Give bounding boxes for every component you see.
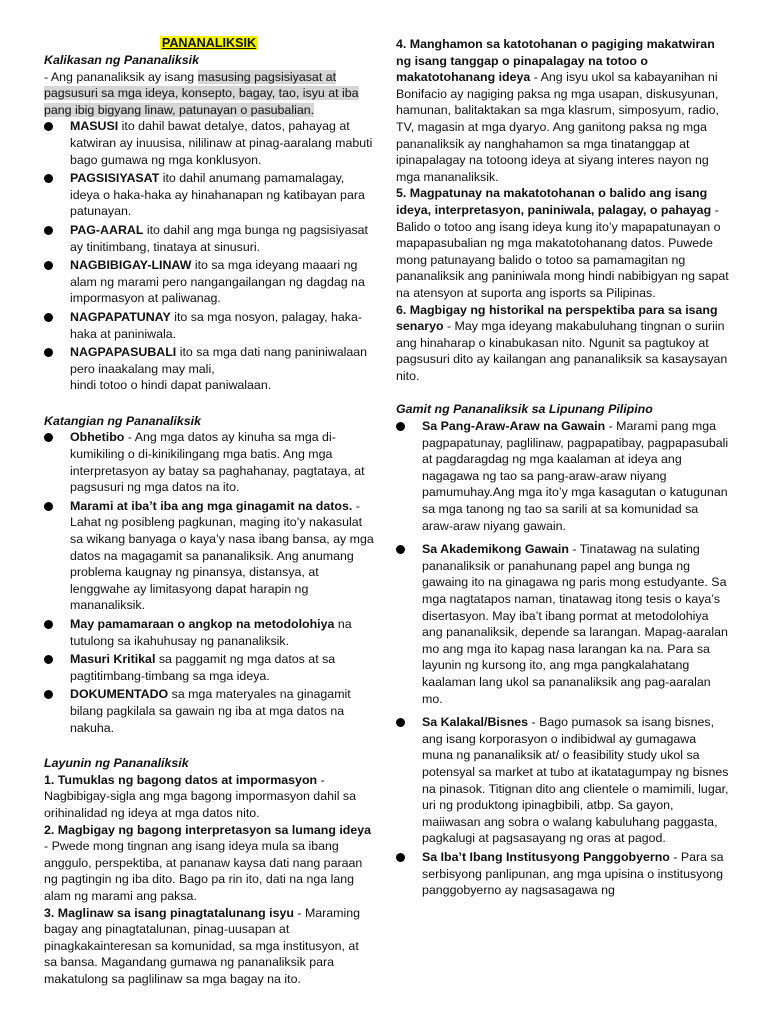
bullet-icon (396, 422, 405, 431)
bullet-icon (44, 620, 53, 629)
spacer (44, 738, 374, 755)
document-title: PANANALIKSIK (161, 36, 257, 50)
numbered-item: 1. Tumuklas ng bagong datos at impormasyon - Nagbibigay-sigla ang mga bagong impormasyon dahil sa orihinalidad ng ideya at mga datos nito. (44, 772, 357, 820)
bullet-icon (44, 313, 53, 322)
list-item: PAG-AARAL ito dahil ang mga bunga ng pagsisiyasat ay tinitimbang, tinataya at sinusuri. (44, 222, 374, 255)
katangian-heading: Katangian ng Pananaliksik (44, 413, 201, 428)
list-item: Masuri Kritikal sa paggamit ng mga datos at sa pagtitimbang-timbang sa mga ideya. (44, 651, 374, 684)
list-item: NAGPAPASUBALI ito sa mga dati nang paniniwalaan pero inaakalang may mali, hindi totoo o hindi dapat paniwalaan. (44, 344, 374, 394)
numbered-item: 6. Magbigay ng historikal na perspektiba para sa isang senaryo - May mga ideyang makabuluhang tingnan o suriin ang hinaharap o kinabukasan nito. Ngunit sa pagtukoy at pagsusuri dito ay kailangan ang pananaliksik sa kasaysayan nito. (396, 302, 728, 383)
list-item: Marami at iba’t iba ang mga ginagamit na datos. - Lahat ng posibleng pagkunan, maging ito’y nakasulat sa wikang banyaga o kaya’y nasa ibang bansa, ay mga datos na magagamit sa pananaliksik. Ang anumang problema kaugnay ng pinansya, distansya, at lenggwahe ay limitasyong dapat harapin ng mananaliksik. (44, 498, 374, 614)
list-item: MASUSI ito dahil bawat detalye, datos, pahayag at katwiran ay inuusisa, nililinaw at pinag-aaralang mabuti bago gumawa ng mga konklusyon. (44, 118, 374, 168)
kalikasan-heading: Kalikasan ng Pananaliksik (44, 53, 199, 67)
spacer (44, 396, 374, 413)
list-item: Sa Akademikong Gawain - Tinatawag na sulating pananaliksik or panahunang papel ang bunga ng gawaing ito na ginagawa ng paris mong estudyante. Sa mga nagtatapos naman, tinatawag itong tesis o kaya’s disertasyon. May iba’t ibang pormat at metodolohiya ang pananaliksik, depende sa larangan. Mapag-aaralan mo ang mga ito kapag nasa larangan ka na. Para sa layunin ng kursong ito, ang mga pangkalahatang kaalaman lang ukol sa pananaliksik ang pag-aaralan mo. (396, 541, 730, 707)
highlighted-definition: masusing pagsisiyasat at pagsusuri sa mga ideya, konsepto, bagay, tao, isyu at iba pang ibig bigyang linaw, patunayan o pasubalian. (44, 69, 359, 117)
bullet-icon (396, 718, 405, 727)
numbered-item: 3. Maglinaw sa isang pinagtatalunang isyu - Maraming bagay ang pinagtatalunan, pinag-uusapan at pinagkakainteresan sa komunidad, sa mga institusyon, at sa bansa. Magandang gumawa ng pananaliksik para makatulong sa paglilinaw sa mga bagay na ito. (44, 905, 361, 986)
left-column (44, 36, 374, 987)
list-item: NAGBIBIGAY-LINAW ito sa mga ideyang maaari ng alam ng marami pero nangangailangan ng dagdag na impormasyon at paliwanag. (44, 257, 374, 307)
kalikasan-intro (44, 69, 374, 119)
list-item: Obhetibo - Ang mga datos ay kinuha sa mga di-kumikiling o di-kinikilingang mga batis. Ang mga interpretasyon ay batay sa paghahanay, pagtataya, at pagsusuri ng mga datos na ito. (44, 429, 374, 495)
bullet-icon (44, 261, 53, 270)
gamit-heading: Gamit ng Pananaliksik sa Lipunang Pilipino (396, 402, 653, 417)
bullet-icon (44, 433, 53, 442)
list-item: Sa Iba’t Ibang Institusyong Panggobyerno - Para sa serbisyong panlipunan, ang mga upisina o institusyong panggobyerno ay nagsasagawa ng (396, 849, 730, 899)
kalikasan-list (44, 118, 374, 394)
bullet-icon (396, 853, 405, 862)
spacer (396, 384, 730, 401)
list-item: NAGPAPATUNAY ito sa mga nosyon, palagay, haka-haka at paniniwala. (44, 309, 374, 342)
bullet-icon (44, 122, 53, 131)
layunin-heading: Layunin ng Pananaliksik (44, 756, 189, 771)
list-item: DOKUMENTADO sa mga materyales na ginagamit bilang pagkilala sa gawain ng iba at mga datos na nakuha. (44, 686, 374, 736)
list-item: Sa Pang-Araw-Araw na Gawain - Marami pang mga pagpapatunay, paglilinaw, pagpapatibay, pagpapasubali at pagdaragdag ng mga kaalaman at ideya ang nagagawa ng tao sa pang-araw-araw niyang pamumuhay.Ang mga ito’y mga kasagutan o katugunan sa mga tanong ng tao sa sarili at sa komunidad sa araw-araw niyang gawain. (396, 418, 730, 534)
bullet-icon (44, 348, 53, 357)
gamit-list (396, 418, 730, 899)
katangian-list (44, 429, 374, 736)
bullet-icon (44, 655, 53, 664)
list-item: Sa Kalakal/Bisnes - Bago pumasok sa isang bisnes, ang isang korporasyon o indibidwal ay gumagawa muna ng pananaliksik at/ o feasibility study ukol sa potensyal sa market at tubo at ikatatagumpay ng bisnes na pinasok. Titignan dito ang clientele o mamimili, lugar, uri ng produktong ipinagbibili, atbp. Sa gayon, maiiwasan ang sobra o walang kabuluhang paggasta, pagkalugi at pagsasayang ng oras at pagod. (396, 714, 730, 847)
numbered-item: 5. Magpatunay na makatotohanan o balido ang isang ideya, interpretasyon, paniniwala, palagay, o pahayag - Balido o totoo ang isang ideya kung ito’y mapapatunayan o mapapasubalian ng mga makatotohanang datos. Puwede mong patunayang balido o totoo sa pamamagitan ng pananaliksik ang paniniwala mong hindi nabibigyan ng sapat na atensyon at suporta ang isports sa Pilipinas. (396, 186, 729, 300)
numbered-item: 2. Magbigay ng bagong interpretasyon sa lumang ideya - Pwede mong tingnan ang isang ideya mula sa ibang anggulo, perspektiba, at pananaw kaysa dati nang paraan ng pagtingin ng iba dito. Bago pa rin ito, dati na nga lang alam ng marami ang paksa. (44, 822, 372, 903)
bullet-icon (44, 174, 53, 183)
numbered-item: 4. Manghamon sa katotohanan o pagiging makatwiran ng isang tanggap o pinapalagay na totoo o makatotohanang ideya - Ang isyu ukol sa kabayanihan ni Bonifacio ay nagiging paksa ng mga usapan, diskusyunan, hamunan, balitaktakan sa mga klasrum, simposyum, radio, TV, magasin at mga dyaryo. Ang ganitong paksa ng mga pananaliksik ay nanghahamon sa mga tinatanggap at ipinapalagay na totoong ideya at siyang interes nayon ng mga mananaliksik. (396, 37, 719, 184)
bullet-icon (44, 502, 53, 511)
right-column (396, 36, 730, 901)
list-item: PAGSISIYASAT ito dahil anumang pamamalagay, ideya o haka-haka ay hinahanapan ng katibayan para patunayan. (44, 170, 374, 220)
bullet-icon (396, 545, 405, 554)
bullet-icon (44, 226, 53, 235)
list-item: May pamamaraan o angkop na metodolohiya na tutulong sa ikahuhusay ng pananaliksik. (44, 616, 374, 649)
intro-prefix: - Ang pananaliksik ay isang (44, 69, 198, 84)
bullet-icon (44, 690, 53, 699)
